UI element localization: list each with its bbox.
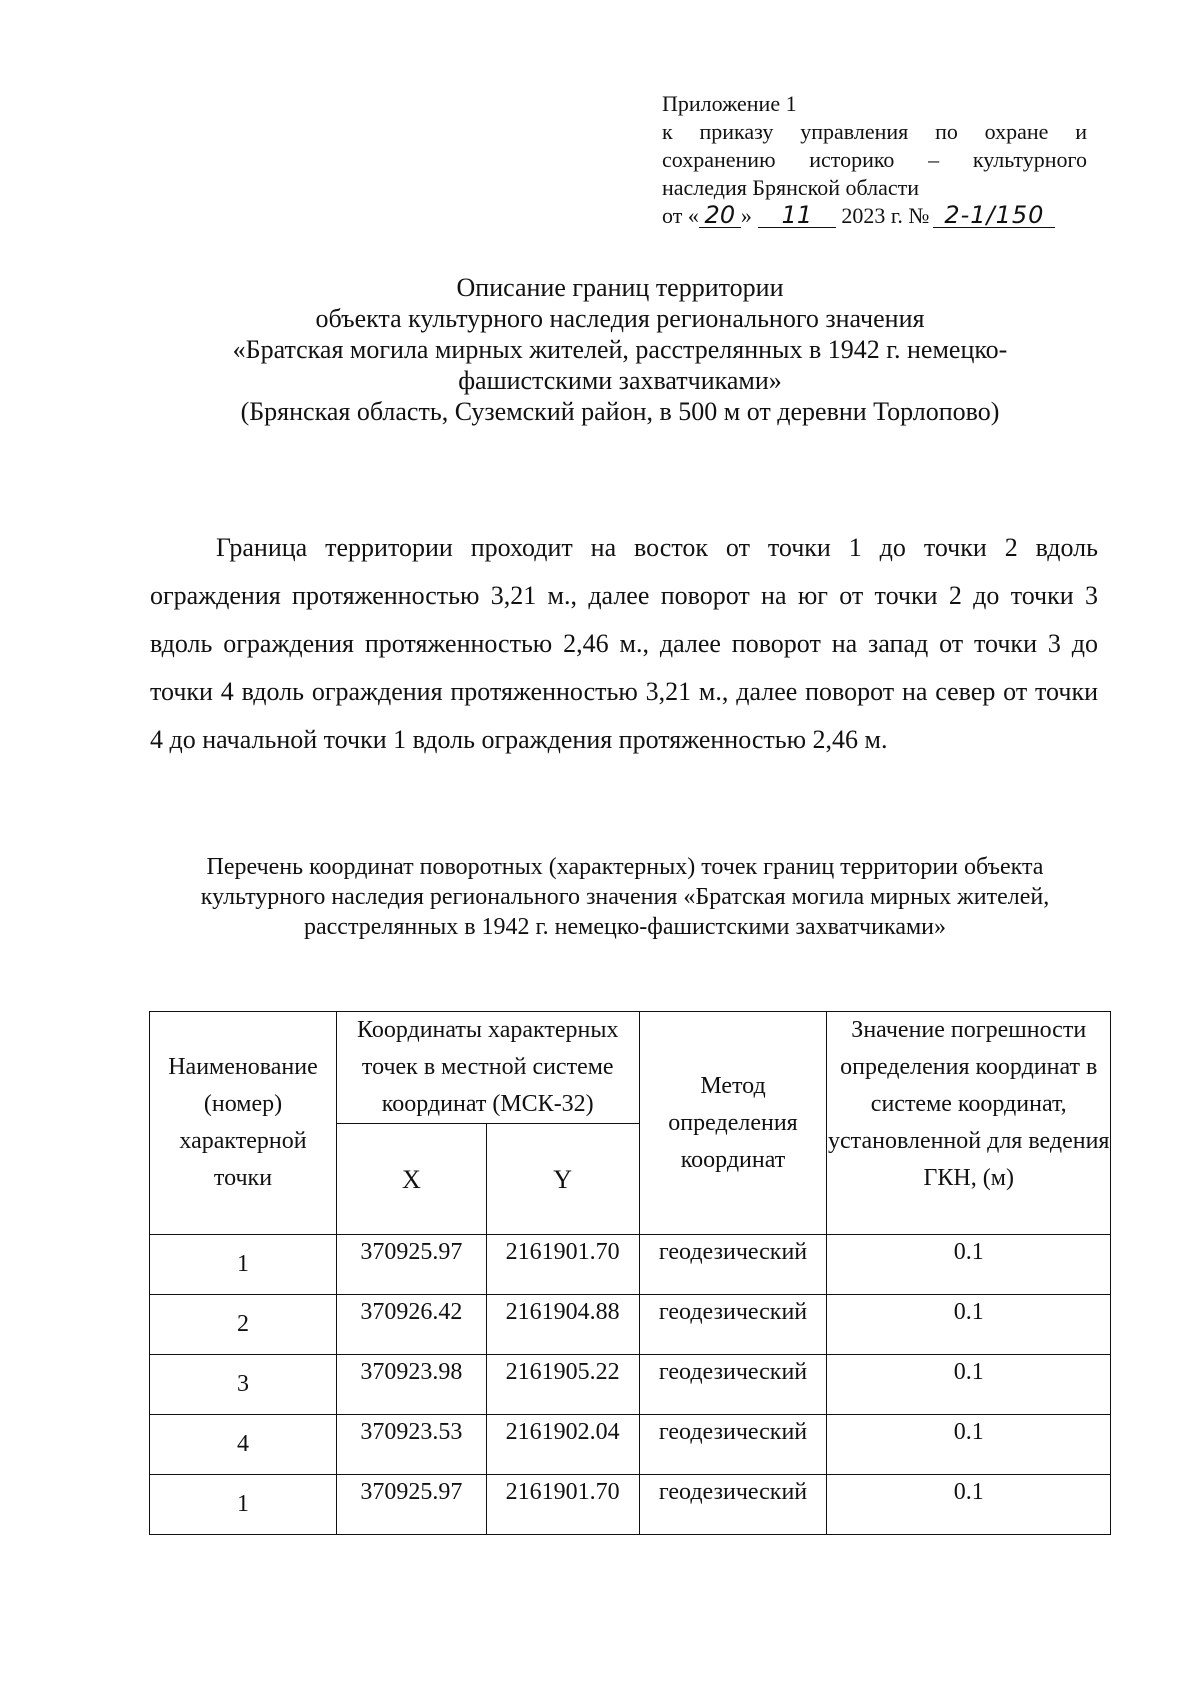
cell-x: 370925.97 [336, 1235, 486, 1295]
appendix-line-3: сохранению историко – культурного [662, 147, 1087, 172]
table-row [150, 1235, 1111, 1295]
appendix-line-2: к приказу управления по охране и [662, 119, 1087, 144]
cell-x: 370926.42 [336, 1295, 486, 1355]
appendix-line-4: наследия Брянской области [662, 175, 920, 200]
cell-error: 0.1 [827, 1295, 1111, 1355]
title-line-1: Описание границ территории [456, 273, 784, 302]
table-row [150, 1355, 1111, 1415]
cell-y: 2161901.70 [486, 1235, 639, 1295]
header-point-name: Наименование (номер) характерной точки [150, 1012, 337, 1235]
cell-method: геодезический [639, 1355, 827, 1415]
cell-error: 0.1 [827, 1235, 1111, 1295]
header-error: Значение погрешности определения координат в системе координат, установленной для ведения ГКН, (м) [827, 1012, 1111, 1235]
cell-method: геодезический [639, 1295, 827, 1355]
cell-y: 2161905.22 [486, 1355, 639, 1415]
cell-y: 2161902.04 [486, 1415, 639, 1475]
cell-error: 0.1 [827, 1415, 1111, 1475]
cell-error: 0.1 [827, 1355, 1111, 1415]
coordinates-list-title: Перечень координат поворотных (характерных) точек границ территории объекта культурного наследия регионального значения «Братская могила мирных жителей, расстрелянных в 1942 г. немецко-фашистскими захватчиками» [200, 854, 1050, 940]
cell-method: геодезический [639, 1235, 827, 1295]
order-number-handwritten: 2-1/150 [933, 203, 1055, 228]
coordinates-table [149, 1011, 1111, 1535]
cell-error: 0.1 [827, 1475, 1111, 1535]
cell-x: 370923.53 [336, 1415, 486, 1475]
boundary-description: Граница территории проходит на восток от точки 1 до точки 2 вдоль ограждения протяженностью 3,21 м., далее поворот на юг от точки 2 до точки 3 вдоль ограждения протяженностью 2,46 м., далее поворот на запад от точки 3 до точки 4 вдоль ограждения протяженностью 3,21 м., далее поворот на север от точки 4 до начальной точки 1 вдоль ограждения протяженностью 2,46 м. [150, 533, 1098, 754]
cell-point: 3 [150, 1355, 337, 1415]
cell-point: 1 [150, 1475, 337, 1535]
cell-y: 2161904.88 [486, 1295, 639, 1355]
header-method: Метод определения координат [639, 1012, 827, 1235]
appendix-line-1: Приложение 1 [662, 91, 797, 116]
cell-point: 2 [150, 1295, 337, 1355]
date-month-handwritten: 11 [758, 203, 836, 228]
table-row [150, 1295, 1111, 1355]
cell-method: геодезический [639, 1415, 827, 1475]
title-line-3: «Братская могила мирных жителей, расстрелянных в 1942 г. немецко- [232, 335, 1008, 364]
document-title [150, 272, 1090, 427]
table-row [150, 1415, 1111, 1475]
header-y: Y [486, 1124, 639, 1235]
header-coordinates: Координаты характерных точек в местной системе координат (МСК-32) [336, 1012, 639, 1124]
cell-method: геодезический [639, 1475, 827, 1535]
date-close: » [740, 203, 752, 228]
date-prefix: от « [662, 203, 699, 228]
appendix-block [662, 90, 1087, 230]
table-row [150, 1475, 1111, 1535]
title-line-5: (Брянская область, Суземский район, в 500 м от деревни Торлопово) [240, 397, 1000, 426]
cell-x: 370925.97 [336, 1475, 486, 1535]
title-line-4: фашистскими захватчиками» [458, 366, 782, 395]
cell-x: 370923.98 [336, 1355, 486, 1415]
title-line-2: объекта культурного наследия регионального значения [315, 304, 925, 333]
header-x: X [336, 1124, 486, 1235]
cell-point: 1 [150, 1235, 337, 1295]
cell-point: 4 [150, 1415, 337, 1475]
year-and-number-label: 2023 г. № [841, 203, 930, 228]
date-day-handwritten: 20 [699, 203, 741, 228]
order-date-line [662, 202, 1087, 230]
cell-y: 2161901.70 [486, 1475, 639, 1535]
